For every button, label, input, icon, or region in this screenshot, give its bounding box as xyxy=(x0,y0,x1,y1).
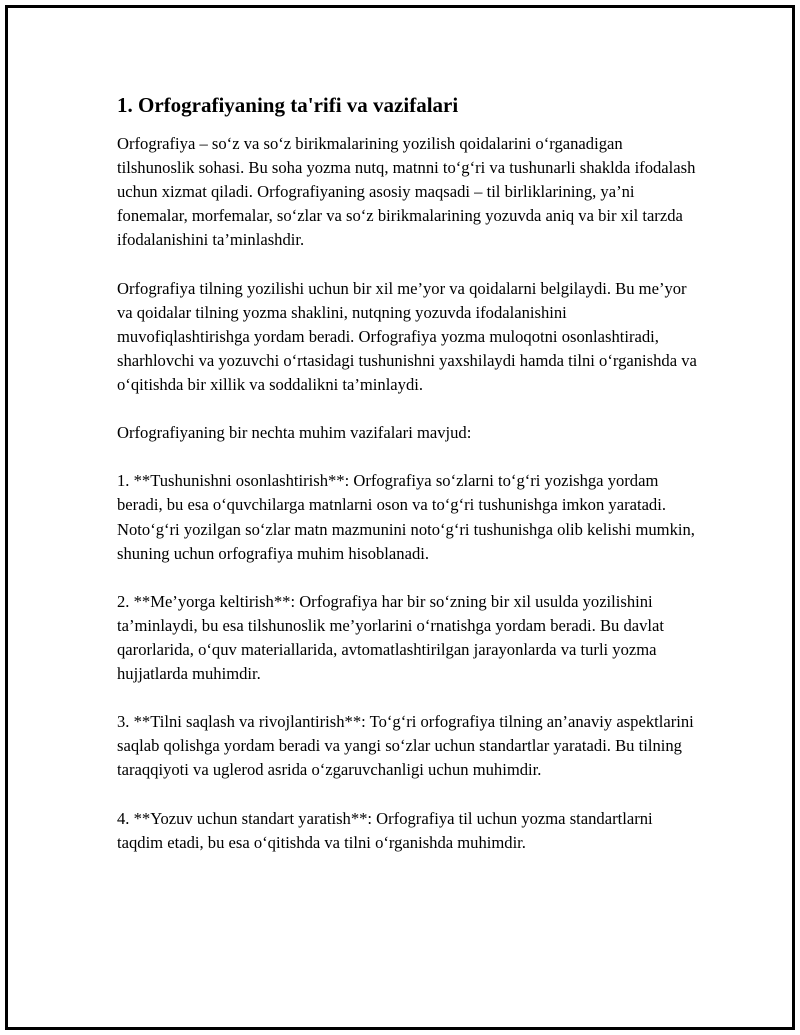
list-item-function-1: 1. **Tushunishni osonlashtirish**: Orfografiya so‘zlarni to‘g‘ri yozishga yordam beradi, bu esa o‘quvchilarga matnlarni oson va to‘g‘ri tushunishga imkon yaratadi. Noto‘g‘ri yozilgan so‘zlar matn mazmunini noto‘g‘ri tushunishga olib kelishi mumkin, shuning uchun orfografiya muhim hisoblanadi. xyxy=(117,471,695,563)
list-item-function-3: 3. **Tilni saqlash va rivojlantirish**: To‘g‘ri orfografiya tilning an’anaviy aspektlarini saqlab qolishga yordam beradi va yangi so‘zlar uchun standartlar yaratadi. Bu tilning taraqqiyoti va uglerod asrida o‘zgaruvchanligi uchun muhimdir. xyxy=(117,712,694,780)
section-heading: 1. Orfografiyaning ta'rifi va vazifalari xyxy=(117,93,459,117)
paragraph-norms: Orfografiya tilning yozilishi uchun bir xil me’yor va qoidalarni belgilaydi. Bu me’yor va qoidalar tilning yozma shaklini, nutqning yozuvda ifodalanishini muvofiqlashtirishga yordam beradi. Orfografiya yozma muloqotni osonlashtiradi, sharhlovchi va yozuvchi o‘rtasidagi tushunishni yaxshilaydi hamda tilni o‘rganishda va o‘qitishda bir xillik va soddalikni ta’minlaydi. xyxy=(117,278,697,394)
list-item-function-2: 2. **Me’yorga keltirish**: Orfografiya har bir so‘zning bir xil usulda yozilishini ta’minlaydi, bu esa tilshunoslik me’yorlarini o‘rnatishga yordam beradi. Bu davlat qarorlarida, o‘quv materiallarida, avtomatlashtirilgan jarayonlarda va turli yozma hujjatlarda muhimdir. xyxy=(117,591,665,684)
list-item-function-4: 4. **Yozuv uchun standart yaratish**: Orfografiya til uchun yozma standartlarni taqdim etadi, bu esa o‘qitishda va tilni o‘rganishda muhimdir. xyxy=(117,808,653,852)
document-body xyxy=(117,90,697,879)
paragraph-functions-intro: Orfografiyaning bir nechta muhim vazifalari mavjud: xyxy=(117,423,472,443)
paragraph-definition: Orfografiya – so‘z va so‘z birikmalarining yozilish qoidalarini o‘rganadigan tilshunoslik sohasi. Bu soha yozma nutq, matnni to‘g‘ri va tushunarli shaklda ifodalash uchun xizmat qiladi. Orfografiyaning asosiy maqsadi – til birliklarining, ya’ni fonemalar, morfemalar, so‘zlar va so‘z birikmalarining yozuvda aniq va bir xil tarzda ifodalanishini ta’minlashdir. xyxy=(117,134,696,250)
